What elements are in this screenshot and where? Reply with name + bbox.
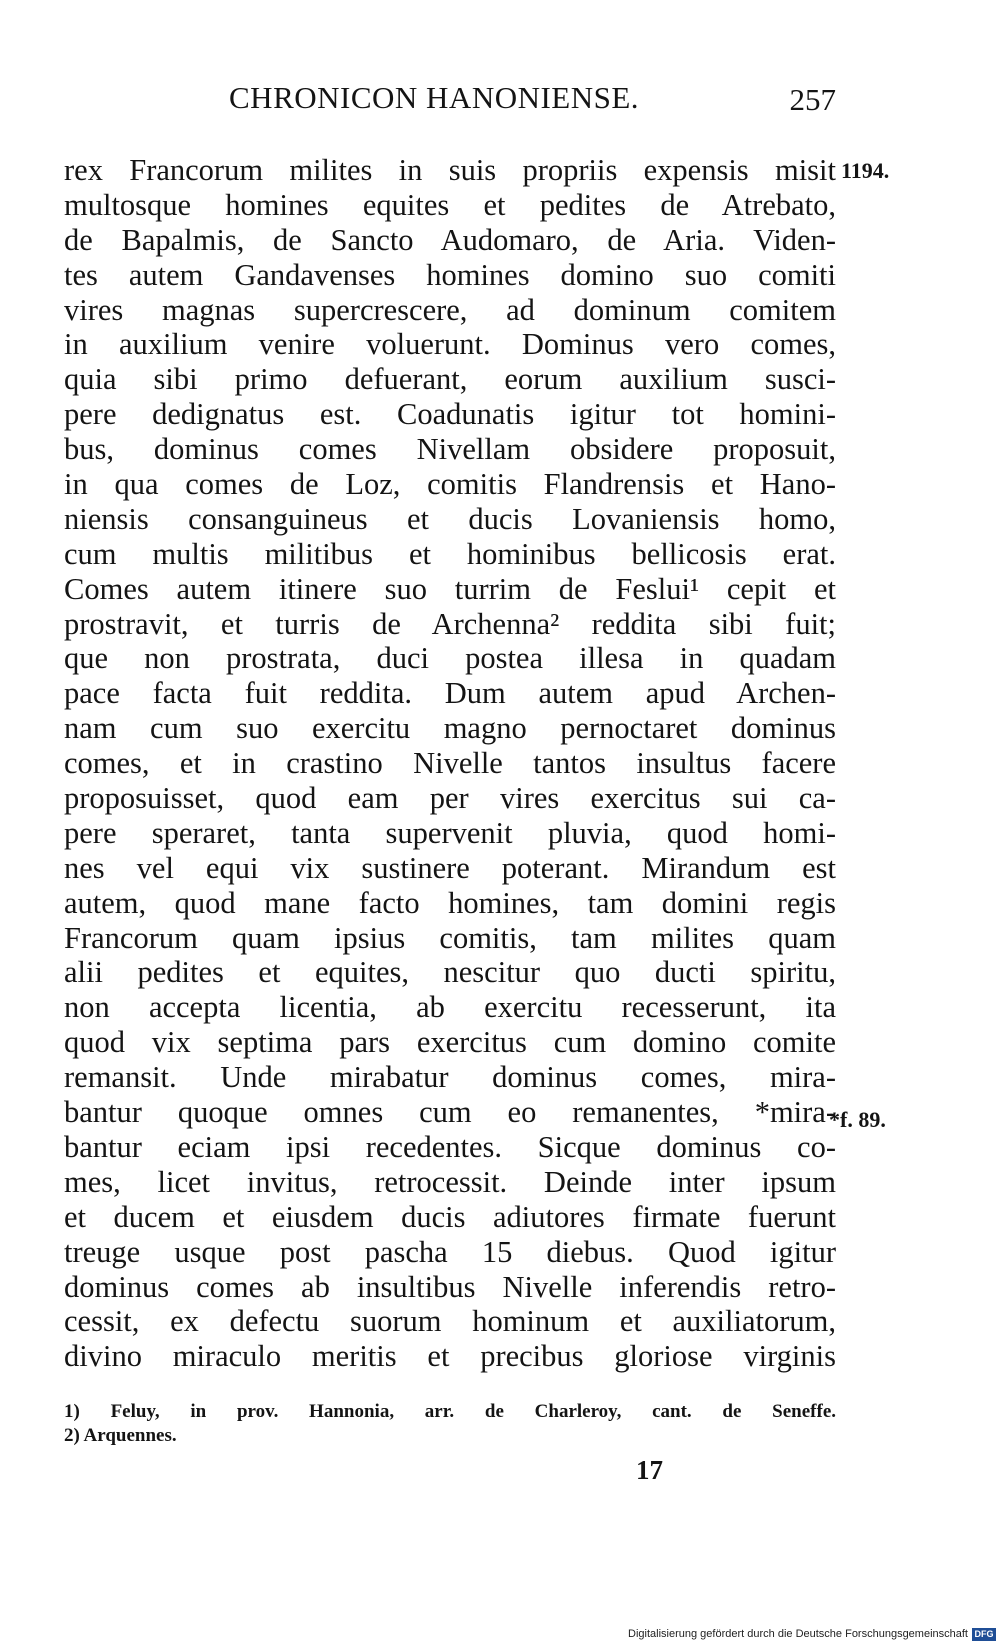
text-line: divino miraculo meritis et precibus gloriose virginis <box>64 1339 836 1374</box>
footnote: 2) Arquennes. <box>64 1425 177 1446</box>
margin-note-folio: *f. 89. <box>829 1107 886 1132</box>
text-line: cessit, ex defectu suorum hominum et auxiliatorum, <box>64 1304 836 1339</box>
text-line: quod vix septima pars exercitus cum domino comite <box>64 1025 836 1060</box>
signature-mark: 17 <box>636 1455 663 1485</box>
text-line: alii pedites et equites, nescitur quo ducti spiritu, <box>64 955 836 990</box>
text-line: non accepta licentia, ab exercitu recesserunt, ita <box>64 990 836 1025</box>
footnote: 1) Feluy, in prov. Hannonia, arr. de Charleroy, cant. de Seneffe. <box>64 1401 836 1422</box>
text-line: bantur eciam ipsi recedentes. Sicque dominus co- <box>64 1129 836 1164</box>
text-line: autem, quod mane facto homines, tam domini regis <box>64 885 836 920</box>
text-line: Francorum quam ipsius comitis, tam milites quam <box>64 920 836 955</box>
footnotes <box>64 1400 836 1448</box>
text-line: bantur quoque omnes cum eo remanentes, *mira- <box>64 1095 836 1130</box>
text-line: que non prostrata, duci postea illesa in quadam <box>64 641 836 676</box>
text-line: vires magnas supercrescere, ad dominum comitem <box>64 292 836 327</box>
text-line: nam cum suo exercitu magno pernoctaret dominus <box>64 711 836 746</box>
text-line: bus, dominus comes Nivellam obsidere proposuit, <box>64 432 836 467</box>
text-line: treuge usque post pascha 15 diebus. Quod igitur <box>64 1234 836 1269</box>
text-line: cum multis militibus et hominibus bellicosis erat. <box>64 536 836 571</box>
running-title: CHRONICON HANONIENSE. <box>229 80 640 115</box>
text-line: in qua comes de Loz, comitis Flandrensis et Hano- <box>64 467 836 502</box>
text-line: mes, licet invitus, retrocessit. Deinde inter ipsum <box>64 1164 836 1199</box>
text-line: nes vel equi vix sustinere poterant. Mirandum est <box>64 850 836 885</box>
text-line: tes autem Gandavenses homines domino suo comiti <box>64 257 836 292</box>
text-line: prostravit, et turris de Archenna² reddita sibi fuit; <box>64 606 836 641</box>
body-text <box>64 153 836 1374</box>
dfg-logo-icon: DFG <box>972 1628 996 1641</box>
text-line: quia sibi primo defuerant, eorum auxilium susci- <box>64 362 836 397</box>
credit-text: Digitalisierung gefördert durch die Deutsche Forschungsgemeinschaft <box>628 1628 968 1640</box>
text-line: multosque homines equites et pedites de Atrebato, <box>64 187 836 222</box>
text-line: Comes autem itinere suo turrim de Feslui¹ cepit et <box>64 571 836 606</box>
text-line: et ducem et eiusdem ducis adiutores firmate fuerunt <box>64 1199 836 1234</box>
text-line: remansit. Unde mirabatur dominus comes, mira- <box>64 1060 836 1095</box>
text-line: rex Francorum milites in suis propriis expensis misit <box>64 153 836 187</box>
text-line: niensis consanguineus et ducis Lovaniensis homo, <box>64 501 836 536</box>
text-line: comes, et in crastino Nivelle tantos insultus facere <box>64 746 836 781</box>
text-line: pace facta fuit reddita. Dum autem apud Archen- <box>64 676 836 711</box>
page-header <box>64 80 836 120</box>
text-line: pere speraret, tanta supervenit pluvia, quod homi- <box>64 815 836 850</box>
text-line: in auxilium venire voluerunt. Dominus vero comes, <box>64 327 836 362</box>
text-line: proposuisset, quod eam per vires exercitus sui ca- <box>64 781 836 816</box>
text-line: pere dedignatus est. Coadunatis igitur tot homini- <box>64 397 836 432</box>
text-line: dominus comes ab insultibus Nivelle inferendis retro- <box>64 1269 836 1304</box>
page-number: 257 <box>789 82 836 117</box>
digitization-credit <box>628 1625 996 1643</box>
margin-note-year: 1194. <box>841 158 890 183</box>
text-line: de Bapalmis, de Sancto Audomaro, de Aria. Viden- <box>64 222 836 257</box>
